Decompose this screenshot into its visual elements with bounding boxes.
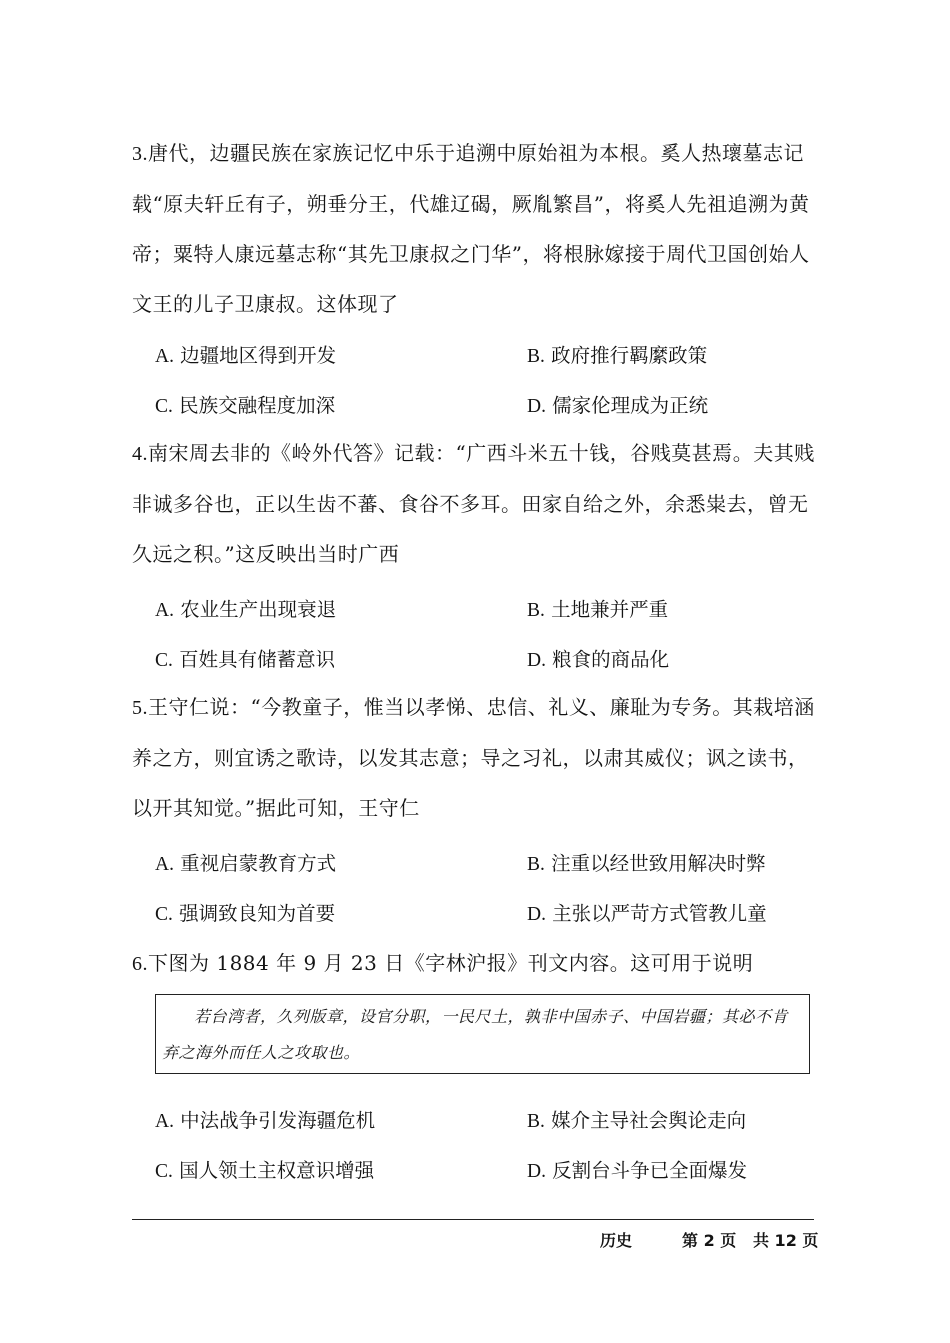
option-b[interactable] [527,340,707,368]
option-label: B. [527,346,545,367]
question-6 [132,938,822,989]
option-label: B. [527,600,545,621]
option-text: 反割台斗争已全面爆发 [552,1159,748,1182]
option-d[interactable] [527,644,669,672]
option-label: D. [527,650,546,671]
option-text: 边疆地区得到开发 [180,344,337,367]
option-text: 土地兼并严重 [551,598,669,621]
question-3 [132,128,822,329]
option-c[interactable] [155,644,335,672]
option-label: C. [155,650,173,671]
option-text: 强调致良知为首要 [179,902,336,925]
option-c[interactable] [155,898,335,926]
footer-divider [132,1219,814,1220]
option-b[interactable] [527,1105,746,1133]
question-number: 6. [132,953,148,975]
option-b[interactable] [527,594,668,622]
quote-box [155,994,810,1074]
question-number: 5. [132,697,148,719]
question-number: 4. [132,443,148,465]
option-text: 农业生产出现衰退 [180,598,337,621]
question-5 [132,682,822,833]
option-text: 儒家伦理成为正统 [552,394,709,417]
option-d[interactable] [527,390,708,418]
question-text: 下图为 1884 年 9 月 23 日《字林沪报》刊文内容。这可用于说明 [148,951,754,975]
option-label: B. [527,854,545,875]
option-text: 中法战争引发海疆危机 [180,1109,376,1132]
option-label: D. [527,904,546,925]
option-text: 国人领土主权意识增强 [179,1159,375,1182]
quote-text: 若台湾者，久列版章，设官分职，一民尺土，孰非中国赤子、中国岩疆；其必不肯弃之海外而任人之攻取也。 [162,1007,789,1062]
option-c[interactable] [155,390,335,418]
option-text: 主张以严苛方式管教儿童 [552,902,767,925]
footer-page-info: 第 2 页 共 12 页 [682,1231,819,1250]
option-label: A. [155,346,174,367]
option-label: B. [527,1111,545,1132]
option-b[interactable] [527,848,766,876]
option-text: 粮食的商品化 [552,648,670,671]
question-number: 3. [132,143,148,165]
footer-subject: 历史 [600,1231,633,1250]
question-3-stem [132,128,822,329]
option-label: C. [155,396,173,417]
option-a[interactable] [155,594,336,622]
option-c[interactable] [155,1155,374,1183]
question-4 [132,428,822,579]
option-text: 媒介主导社会舆论走向 [551,1109,747,1132]
option-a[interactable] [155,340,336,368]
question-6-stem [132,938,822,989]
question-text: 王守仁说：“今教童子，惟当以孝悌、忠信、礼义、廉耻为专务。其栽培涵养之方，则宜诱之歌诗，以发其志意；导之习礼，以肃其威仪；讽之读书，以开其知觉。”据此可知，王守仁 [132,695,815,820]
option-a[interactable] [155,1105,375,1133]
option-label: A. [155,600,174,621]
option-text: 政府推行羁縻政策 [551,344,708,367]
option-label: A. [155,854,174,875]
option-text: 百姓具有储蓄意识 [179,648,336,671]
question-text: 南宋周去非的《岭外代答》记载：“广西斗米五十钱，谷贱莫甚焉。夫其贱非诚多谷也，正以生齿不蕃、食谷不多耳。田家自给之外，余悉粜去，曾无久远之积。”这反映出当时广西 [132,441,815,566]
option-label: C. [155,904,173,925]
option-text: 民族交融程度加深 [179,394,336,417]
question-4-stem [132,428,822,579]
option-label: D. [527,1161,546,1182]
option-label: D. [527,396,546,417]
option-label: C. [155,1161,173,1182]
question-text: 唐代，边疆民族在家族记忆中乐于追溯中原始祖为本根。奚人热瓌墓志记载“原夫轩丘有子，朔垂分王，代雄辽碣，厥胤繁昌”，将奚人先祖追溯为黄帝；粟特人康远墓志称“其先卫康叔之门华”，将根脉嫁接于周代卫国创始人文王的儿子卫康叔。这体现了 [132,141,810,316]
option-d[interactable] [527,898,767,926]
option-label: A. [155,1111,174,1132]
option-text: 重视启蒙教育方式 [180,852,337,875]
option-d[interactable] [527,1155,747,1183]
question-5-stem [132,682,822,833]
option-a[interactable] [155,848,336,876]
option-text: 注重以经世致用解决时弊 [551,852,766,875]
